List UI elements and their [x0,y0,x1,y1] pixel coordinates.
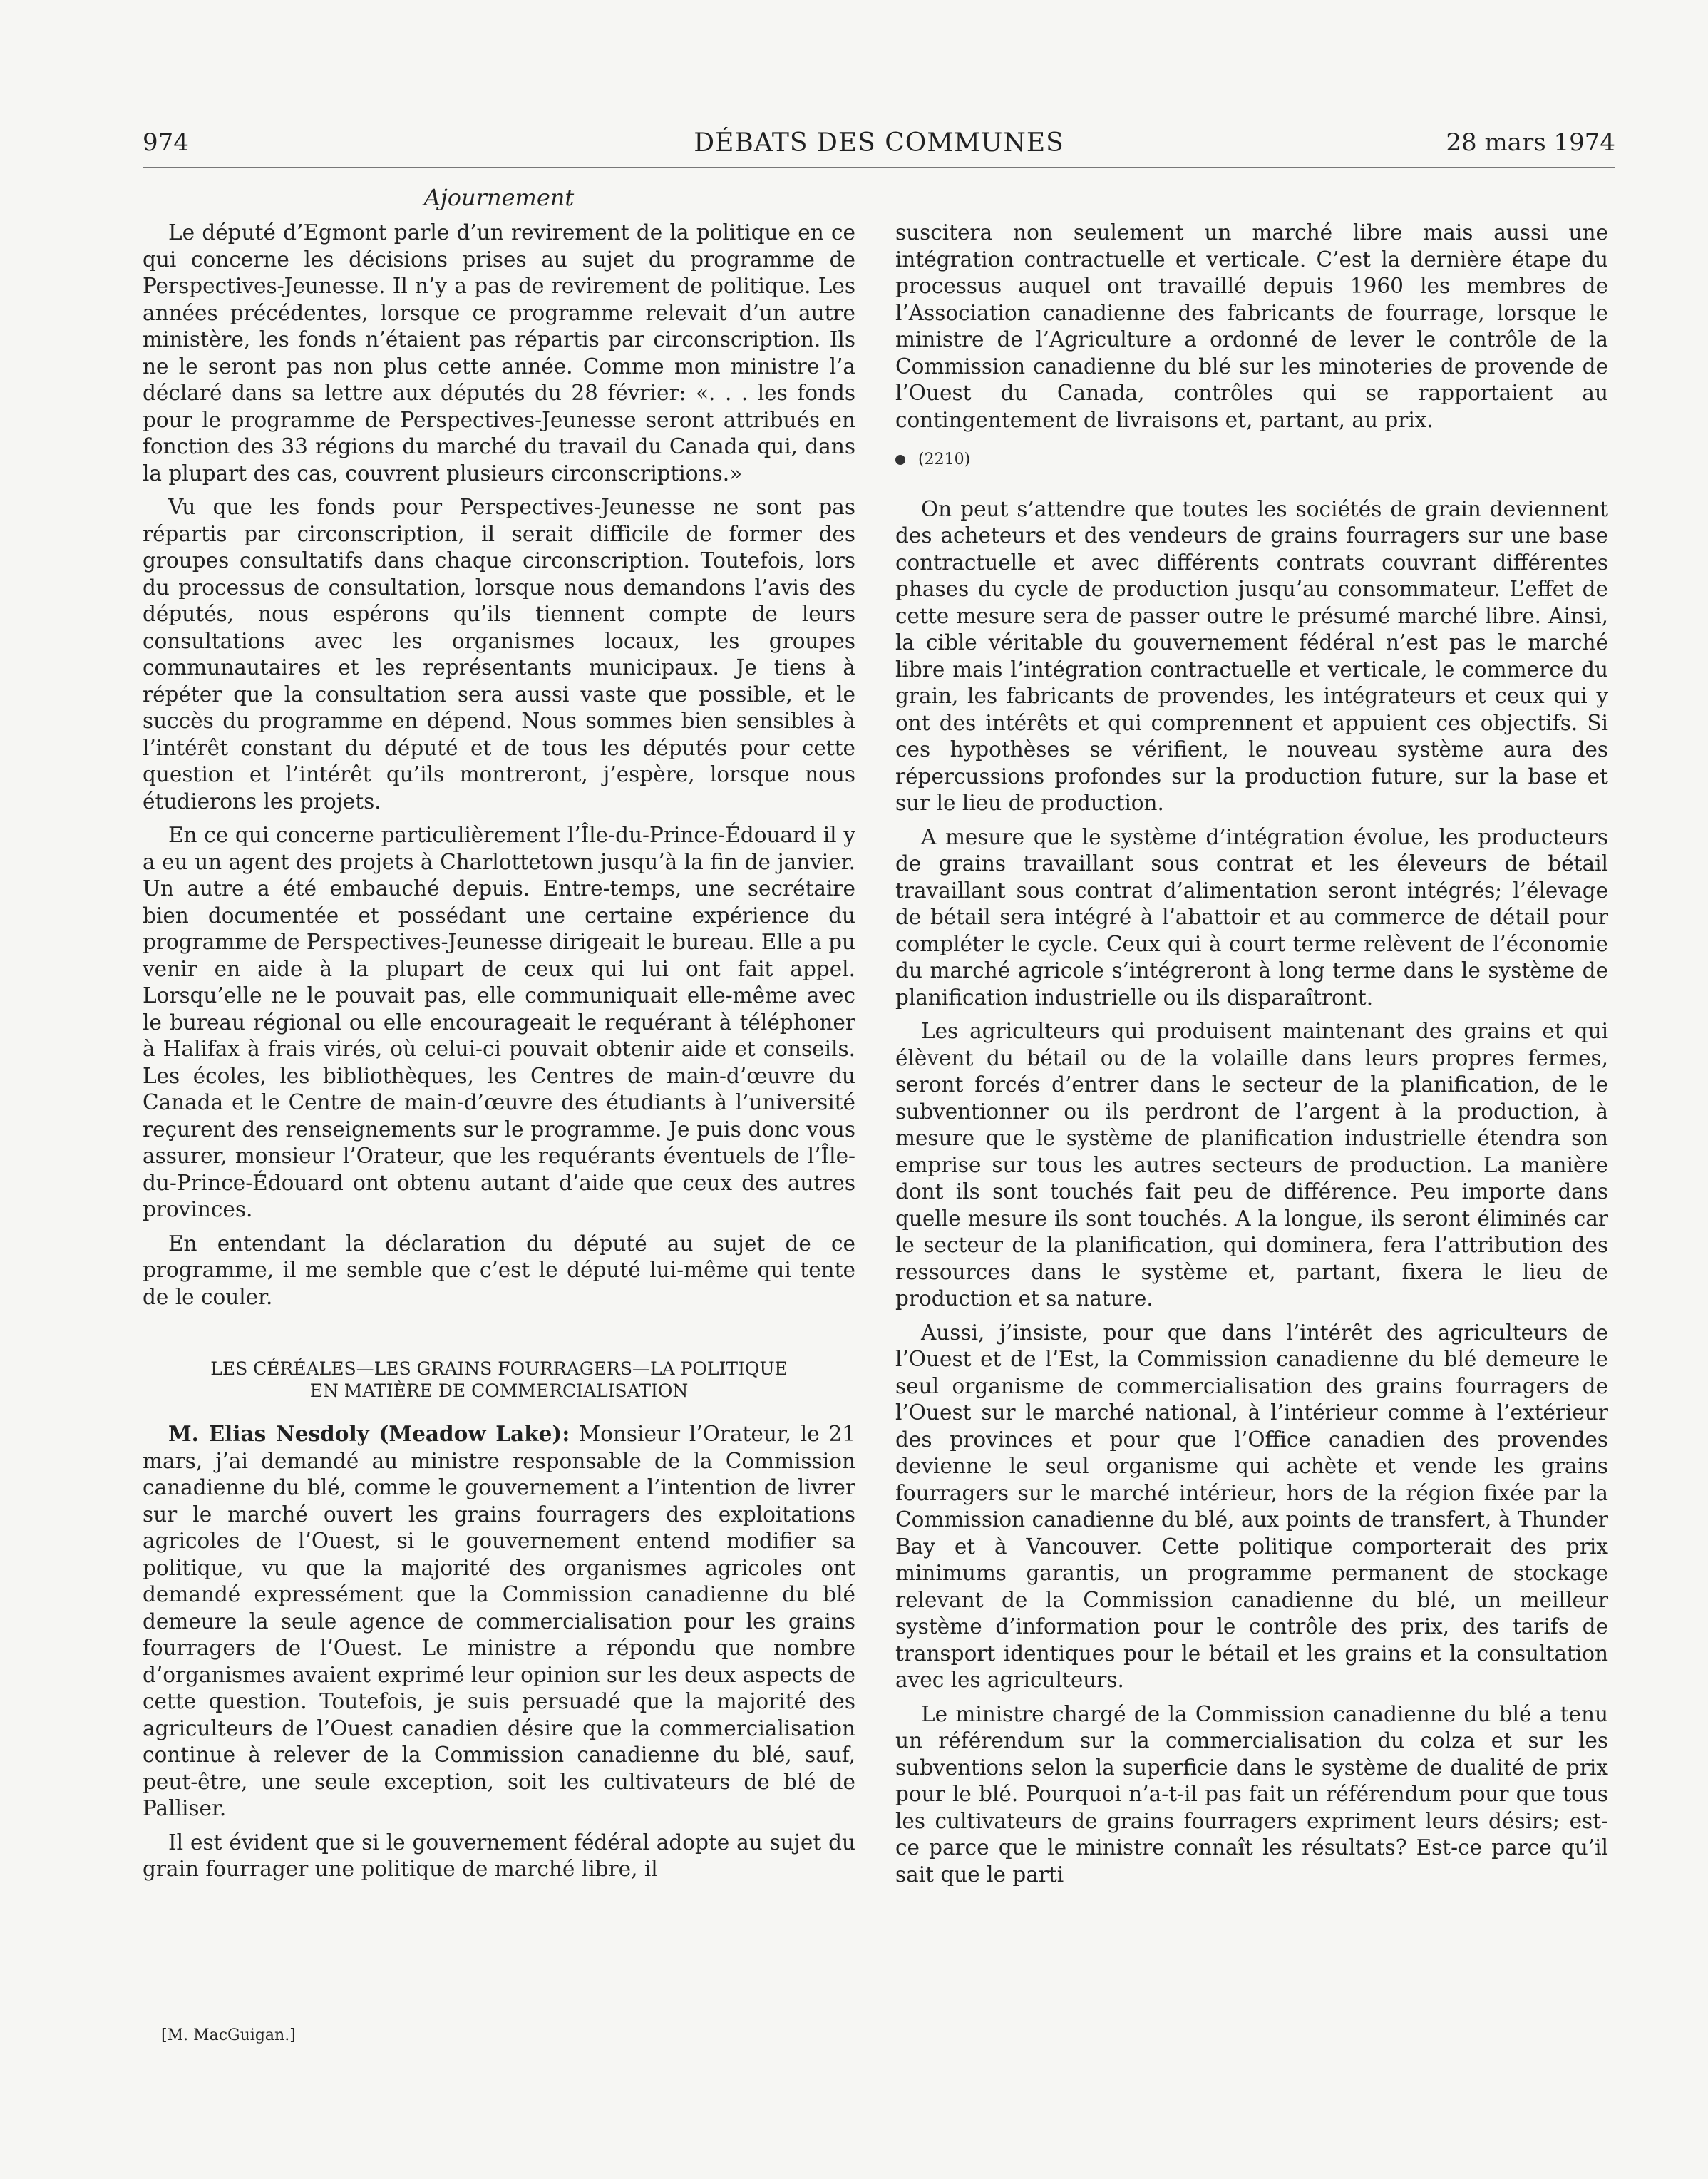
paragraph: En entendant la déclaration du député au sujet de ce programme, il me semble que c’est le député lui-même qui tente de le couler. [143,1231,855,1309]
time-marker-label: (2210) [918,451,971,468]
paragraph: Vu que les fonds pour Perspectives-Jeunesse ne sont pas répartis par circonscription, il serait difficile de former des groupes consultatifs dans chaque circonscription. Toutefois, lors du processus de consultation, lorsque nous demandons l’avis des députés, nous espérons qu’ils tiennent compte de leurs consultations avec les organismes locaux, les groupes communautaires et les représentants municipaux. Je tiens à répéter que la consultation sera aussi vaste que possible, et le succès du programme en dépend. Nous sommes bien sensibles à l’intérêt constant du député et de tous les députés pour cette question et l’intérêt qu’ils montreront, j’espère, lorsque nous étudierons les projets. [143,495,855,814]
paragraph: A mesure que le système d’intégration évolue, les producteurs de grains travaillant sous contrat et les éleveurs de bétail travaillant sous contrat d’alimentation seront intégrés; l’élevage de bétail sera intégré à l’abattoir et au commerce de détail pour compléter le cycle. Ceux qui à court terme relèvent de l’économie du marché agricole s’intégreront à long terme dans le système de planification industrielle ou ils disparaîtront. [895,824,1608,1010]
left-column [143,220,855,1890]
paragraph: On peut s’attendre que toutes les sociétés de grain deviennent des acheteurs et des vendeurs de grains fourragers sur une base contractuelle et avec différents contrats couvrant différentes phases du cycle de production jusqu’au consommateur. L’effet de cette mesure sera de passer outre le présumé marché libre. Ainsi, la cible véritable du gouvernement fédéral n’est pas le marché libre mais l’intégration contractuelle et verticale, le commerce du grain, les fabricants de provendes, les intégrateurs et ceux qui y ont des intérêts et qui comprennent et appuient ces objectifs. Si ces hypothèses se vérifient, le nouveau système aura des répercussions profondes sur la production future, sur la base et sur le lieu de production. [895,496,1608,815]
paragraph: suscitera non seulement un marché libre mais aussi une intégration contractuelle et verticale. C’est la dernière étape du processus auquel ont travaillé depuis 1960 les membres de l’Association canadienne des fabricants de fourrage, lorsque le ministre de l’Agriculture a ordonné de lever le contrôle de la Commission canadienne du blé sur les minoteries de provende de l’Ouest du Canada, contrôles qui se rapportaient au contingentement de livraisons et, partant, au prix. [895,220,1608,432]
journal-title: DÉBATS DES COMMUNES [694,128,1064,158]
paragraph: En ce qui concerne particulièrement l’Île-du-Prince-Édouard il y a eu un agent des projets à Charlottetown jusqu’à la fin de janvier. Un autre a été embauché depuis. Entre-temps, une secrétaire bien documentée et possédant une certaine expérience du programme de Perspectives-Jeunesse dirigeait le bureau. Elle a pu venir en aide à la plupart de ceux qui lui ont fait appel. Lorsqu’elle ne le pouvait pas, elle communiquait elle-même avec le bureau régional ou elle encourageait le requérant à téléphoner à Halifax à frais virés, où celui-ci pouvait obtenir aide et conseils. Les écoles, les bibliothèques, les Centres de main-d’œuvre du Canada et le Centre de main-d’œuvre des étudiants à l’université reçurent des renseignements sur le programme. Je puis donc vous assurer, monsieur l’Orateur, que les requérants éventuels de l’Île-du-Prince-Édouard ont obtenu autant d’aide que ceux des autres provinces. [143,823,855,1221]
debate-heading [143,1358,855,1402]
issue-date: 28 mars 1974 [1446,128,1615,157]
speech-paragraph [143,1420,855,1822]
paragraph: Le député d’Egmont parle d’un revirement de la politique en ce qui concerne les décisions prises au sujet du programme de Perspectives-Jeunesse. Il n’y a pas de revirement de politique. Les années précédentes, lorsque ce programme relevait d’un autre ministère, les fonds n’étaient pas répartis par circonscription. Ils ne le seront pas non plus cette année. Comme mon ministre l’a déclaré dans sa lettre aux députés du 28 février: «. . . les fonds pour le programme de Perspectives-Jeunesse seront attribués en fonction des 33 régions du marché du travail du Canada qui, dans la plupart des cas, couvrent plusieurs circonscriptions.» [143,220,855,486]
page-header [143,128,1615,168]
speaker-name: M. Elias Nesdoly (Meadow Lake): [168,1421,570,1446]
debate-heading-line: LES CÉRÉALES—LES GRAINS FOURRAGERS—LA POLITIQUE [210,1358,788,1379]
speech-text: Monsieur l’Orateur, le 21 mars, j’ai demandé au ministre responsable de la Commission canadienne du blé, comme le gouvernement a l’intention de livrer sur le marché ouvert les grains fourragers des exploitations agricoles de l’Ouest, si le gouvernement entend modifier sa politique, vu que la majorité des organismes agricoles ont demandé expressément que la Commission canadienne du blé demeure la seule agence de commercialisation pour les grains fourragers de l’Ouest. Le ministre a répondu que nombre d’organismes avaient exprimé leur opinion sur les deux aspects de cette question. Toutefois, je suis persuadé que la majorité des agriculteurs de l’Ouest canadien désire que la commercialisation continue à relever de la Commission canadienne du blé, sauf, peut-être, une seule exception, soit les cultivateurs de blé de Palliser. [143,1422,855,1820]
bullet-icon [895,455,905,465]
paragraph: Il est évident que si le gouvernement fédéral adopte au sujet du grain fourrager une politique de marché libre, il [143,1830,855,1881]
paragraph: Le ministre chargé de la Commission canadienne du blé a tenu un référendum sur la commercialisation du colza et sur les subventions selon la superficie dans le système de dualité de prix pour le blé. Pourquoi n’a-t-il pas fait un référendum pour que tous les cultivateurs de grains fourragers expriment leurs désirs; est-ce parce que le ministre connaît les résultats? Est-ce parce qu’il sait que le parti [895,1701,1608,1887]
paragraph: Les agriculteurs qui produisent maintenant des grains et qui élèvent du bétail ou de la volaille dans leurs propres fermes, seront forcés d’entrer dans le secteur de la planification, de le subventionner ou ils perdront de l’argent à la production, à mesure que le système de planification industrielle étendra son emprise sur tous les autres secteurs de production. La manière dont ils sont touchés fait peu de différence. Peu importe dans quelle mesure ils sont touchés. A la longue, ils seront éliminés car le secteur de la planification, qui dominera, fera l’attribution des ressources dans le système et, partant, fixera le lieu de production et sa nature. [895,1019,1608,1311]
section-title: Ajournement [423,184,575,211]
speaker-footnote: [M. MacGuigan.] [161,2026,296,2044]
right-column [895,220,1608,1895]
time-marker [895,446,1608,473]
paragraph: Aussi, j’insiste, pour que dans l’intérêt des agriculteurs de l’Ouest et de l’Est, la Commission canadienne du blé demeure le seul organisme de commercialisation des grains fourragers de l’Ouest sur le marché national, à l’intérieur comme à l’extérieur des provinces et pour que l’Office canadien des provendes devienne le seul organisme qui achète et vende les grains fourragers sur le marché intérieur, hors de la région fixée par la Commission canadienne du blé, aux points de transfert, à Thunder Bay et à Vancouver. Cette politique comporterait des prix minimums garantis, un programme permanent de stockage relevant de la Commission canadienne du blé, un meilleur système d’information pour le contrôle des prix, des tarifs de transport identiques pour le bétail et les grains et la consultation avec les agriculteurs. [895,1320,1608,1692]
page-number: 974 [143,128,189,157]
debate-heading-line: EN MATIÈRE DE COMMERCIALISATION [309,1380,689,1401]
